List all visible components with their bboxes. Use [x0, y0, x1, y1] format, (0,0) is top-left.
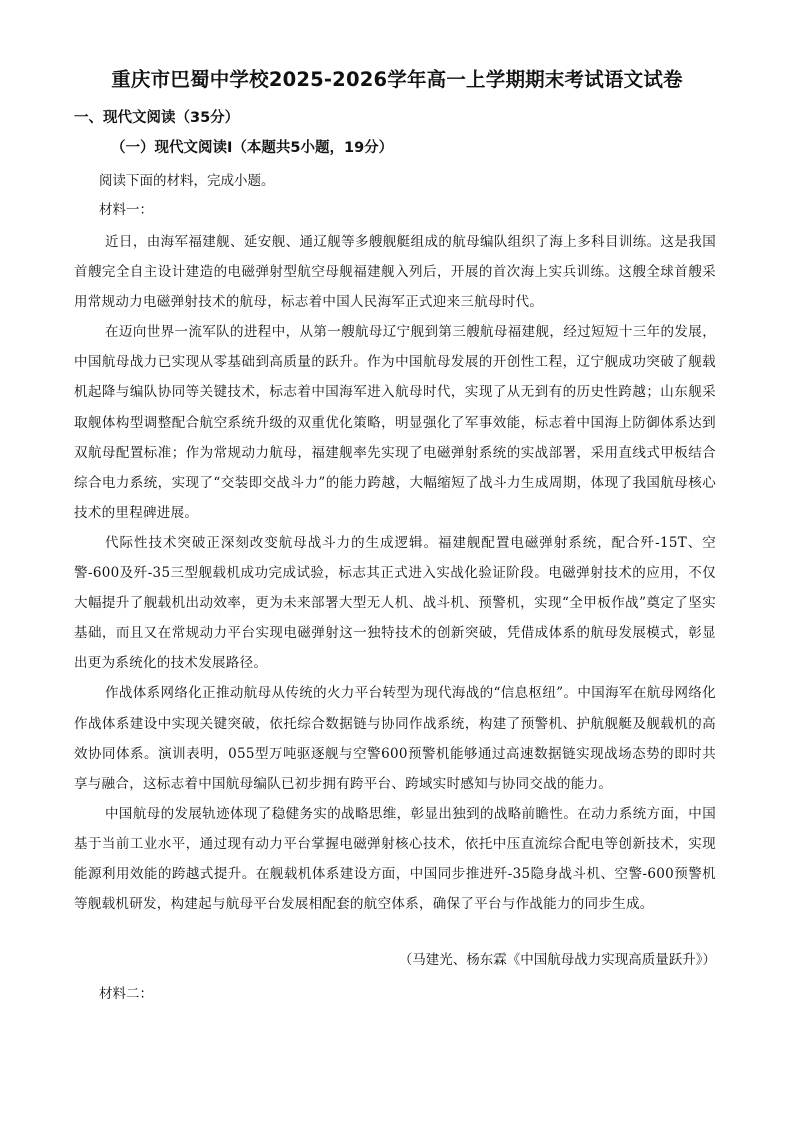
material-one-body: [74, 227, 716, 919]
material-two-label: 材料二：: [99, 986, 153, 1002]
source-citation: （马建光、杨东霖《中国航母战力实现高质量跃升》）: [398, 952, 716, 968]
paragraph: 代际性技术突破正深刻改变航母战斗力的生成逻辑。福建舰配置电磁弹射系统，配合歼-15T、空警-600及歼-35三型舰载机成功完成试验，标志其正式进入实战化验证阶段。电磁弹射技术的应用，不仅大幅提升了舰载机出动效率，更为未来部署大型无人机、战斗机、预警机，实现“全甲板作战”奠定了坚实基础，而且又在常规动力平台实现电磁弹射这一独特技术的创新突破，凭借成体系的航母发展模式，彰显出更为系统化的技术发展路径。: [74, 534, 716, 672]
section-heading: 一、现代文阅读（35分）: [74, 110, 240, 126]
sub-section-heading: （一）现代文阅读Ⅰ（本题共5小题，19分）: [111, 140, 394, 156]
paragraph: 近日，由海军福建舰、延安舰、通辽舰等多艘舰艇组成的航母编队组织了海上多科目训练。这是我国首艘完全自主设计建造的电磁弹射型航空母舰福建舰入列后，开展的首次海上实兵训练。这艘全球首艘采用常规动力电磁弹射技术的航母，标志着中国人民海军正式迎来三航母时代。: [74, 234, 716, 311]
paragraph: 在迈向世界一流军队的进程中，从第一艘航母辽宁舰到第三艘航母福建舰，经过短短十三年的发展，中国航母战力已实现从零基础到高质量的跃升。作为中国航母发展的开创性工程，辽宁舰成功突破了舰载机起降与编队协同等关键技术，标志着中国海军进入航母时代，实现了从无到有的历史性跨越；山东舰采取舰体构型调整配合航空系统升级的双重优化策略，明显强化了军事效能，标志着中国海上防御体系达到双航母配置标准；作为常规动力航母，福建舰率先实现了电磁弹射系统的实战部署，采用直线式甲板结合综合电力系统，实现了“交装即交战斗力”的能力跨越，大幅缩短了战斗力生成周期，体现了我国航母核心技术的里程碑进展。: [74, 324, 716, 521]
paragraph: 作战体系网络化正推动航母从传统的火力平台转型为现代海战的“信息枢纽”。中国海军在航母网络化作战体系建设中实现关键突破，依托综合数据链与协同作战系统，构建了预警机、护航舰艇及舰载机的高效协同体系。演训表明，055型万吨驱逐舰与空警600预警机能够通过高速数据链实现战场态势的即时共享与融合，这标志着中国航母编队已初步拥有跨平台、跨域实时感知与协同交战的能力。: [74, 685, 716, 792]
material-one-label: 材料一：: [99, 202, 153, 218]
reading-instruction: 阅读下面的材料，完成小题。: [99, 173, 275, 189]
document-title: 重庆市巴蜀中学校2025-2026学年高一上学期期末考试语文试卷: [111, 68, 683, 91]
paragraph: 中国航母的发展轨迹体现了稳健务实的战略思维，彰显出独到的战略前瞻性。在动力系统方面，中国基于当前工业水平，通过现有动力平台掌握电磁弹射核心技术，依托中压直流综合配电等创新技术，实现能源利用效能的跨越式提升。在舰载机体系建设方面，中国同步推进歼-35隐身战斗机、空警-600预警机等舰载机研发，构建起与航母平台发展相配套的航空体系，确保了平台与作战能力的同步生成。: [74, 805, 716, 913]
